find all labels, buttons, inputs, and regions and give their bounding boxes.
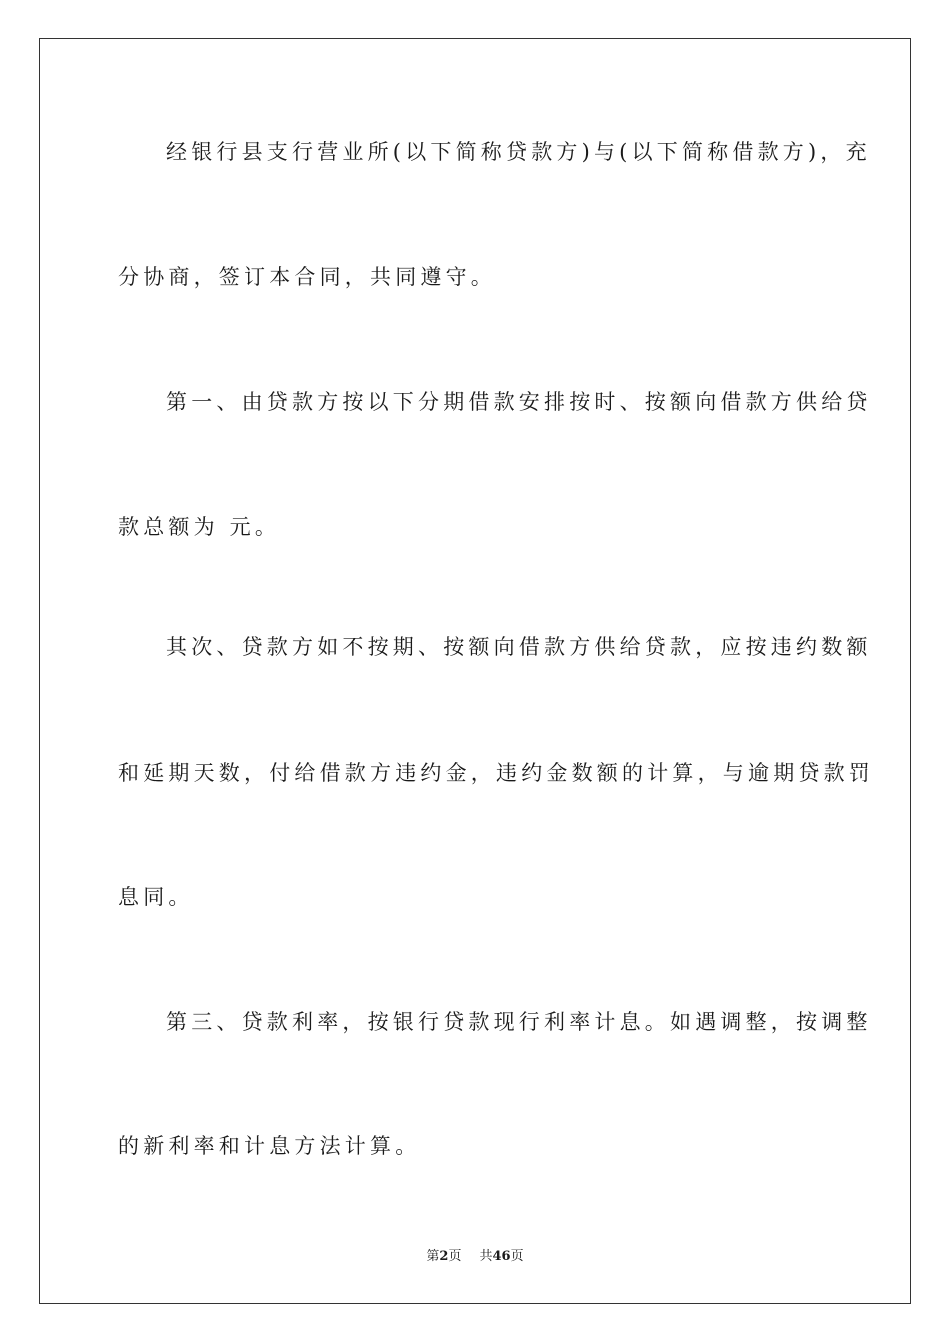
paragraph-2-line-1: 第一、由贷款方按以下分期借款安排按时、按额向借款方供给贷: [166, 390, 872, 414]
paragraph-3-line-3: 息同。: [118, 885, 194, 909]
paragraph-4-line-1: 第三、贷款利率，按银行贷款现行利率计息。如遇调整，按调整: [166, 1010, 872, 1034]
paragraph-3-line-2: 和延期天数，付给借款方违约金，违约金数额的计算，与逾期贷款罚: [118, 761, 874, 785]
footer-page-prefix: 第: [426, 1249, 440, 1264]
paragraph-2-line-2: 款总额为 元。: [118, 515, 281, 539]
footer-page-number: 2: [439, 1249, 449, 1264]
footer-page-suffix: 页: [448, 1249, 462, 1264]
paragraph-3-line-1: 其次、贷款方如不按期、按额向借款方供给贷款，应按违约数额: [166, 635, 872, 659]
footer-total-suffix: 页: [510, 1249, 524, 1264]
paragraph-1-line-1: 经银行县支行营业所(以下简称贷款方)与(以下简称借款方)，充: [166, 140, 871, 164]
page-border: [39, 38, 911, 1304]
footer-total-prefix: 共: [479, 1249, 493, 1264]
footer-total-pages: 46: [492, 1249, 511, 1264]
page-footer: [0, 1248, 950, 1266]
paragraph-4-line-2: 的新利率和计息方法计算。: [118, 1134, 421, 1158]
paragraph-1-line-2: 分协商，签订本合同，共同遵守。: [118, 265, 496, 289]
